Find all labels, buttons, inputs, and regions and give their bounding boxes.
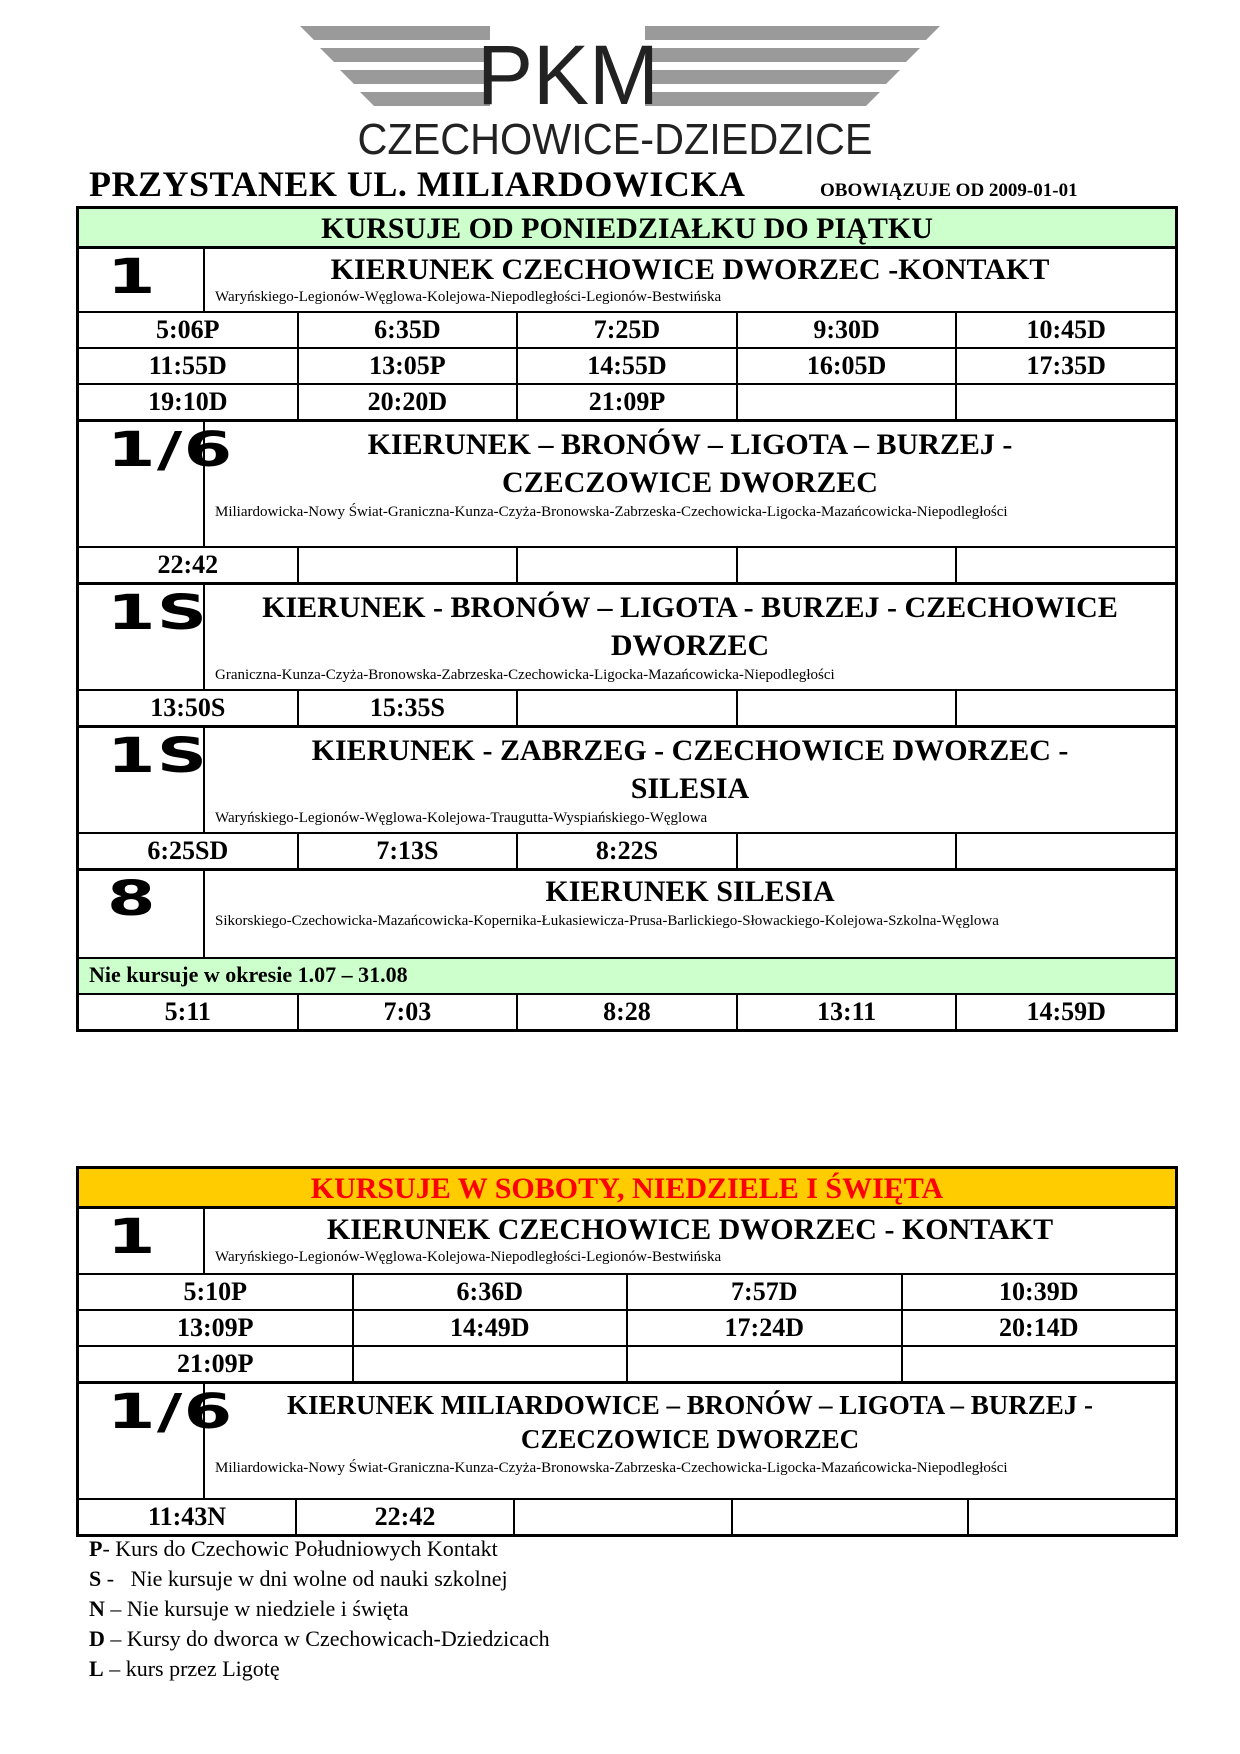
route-direction: KIERUNEK – BRONÓW – LIGOTA – BURZEJ - CZECZOWICE DWORZEC <box>367 428 1013 499</box>
departure-time: 5:11 <box>79 995 299 1029</box>
departure-time <box>733 1500 969 1534</box>
departure-time: 21:09P <box>518 385 738 419</box>
route-number: 1/6 <box>79 1384 205 1498</box>
departure-time: 14:59D <box>1026 997 1106 1026</box>
timetable-row <box>79 1498 1175 1534</box>
timetable-row <box>79 311 1175 347</box>
departure-time <box>957 834 1175 868</box>
pkm-logo-graphic <box>300 14 950 159</box>
legend-item <box>89 1624 550 1654</box>
route-streets: Sikorskiego-Czechowicka-Mazańcowicka-Kopernika-Łukasiewicza-Prusa-Barlickiego-Słowackiego-Kolejowa-Szkolna-Węglowa <box>215 913 999 929</box>
legend-key: D <box>89 1626 105 1651</box>
timetable-row <box>79 1345 1175 1381</box>
legend-key: L <box>89 1656 104 1681</box>
route-streets: Waryńskiego-Legionów-Węglowa-Kolejowa-Traugutta-Wyspiańskiego-Węglowa <box>215 810 708 826</box>
departure-time <box>299 548 519 582</box>
logo-city: CZECHOWICE-DZIEDZICE <box>357 115 873 159</box>
departure-time: 16:05D <box>738 349 958 383</box>
departure-time: 7:57D <box>628 1275 903 1309</box>
departure-time <box>957 691 1175 725</box>
departure-time <box>903 1347 1176 1381</box>
departure-time: 5:10P <box>79 1275 354 1309</box>
timetable-row <box>79 689 1175 725</box>
departure-time: 9:30D <box>738 313 958 347</box>
timetable-row <box>79 1309 1175 1345</box>
route-streets: Miliardowicka-Nowy Świat-Graniczna-Kunza-Czyża-Bronowska-Zabrzeska-Czechowicka-Ligocka-Mazańcowicka-Niepodległości <box>215 1460 1008 1476</box>
departure-time <box>738 691 958 725</box>
weekend-header: KURSUJE W SOBOTY, NIEDZIELE I ŚWIĘTA <box>79 1169 1178 1209</box>
legend-text: Kursy do dworca w Czechowicach-Dziedzicach <box>121 1626 550 1651</box>
logo-brand: PKM <box>476 28 660 122</box>
weekend-schedule <box>76 1166 1178 1537</box>
departure-time: 13:05P <box>299 349 519 383</box>
route-direction: KIERUNEK - BRONÓW – LIGOTA - BURZEJ - CZECHOWICE DWORZEC <box>262 591 1118 662</box>
legend-key: P <box>89 1536 103 1561</box>
legend-key: S <box>89 1566 102 1591</box>
route-number: 1 <box>79 249 205 311</box>
departure-time: 15:35S <box>299 691 519 725</box>
weekend-route-1-6 <box>79 1384 1178 1537</box>
legend-item <box>89 1594 550 1624</box>
departure-time <box>518 691 738 725</box>
departure-time: 11:55D <box>79 349 299 383</box>
route-note: Nie kursuje w okresie 1.07 – 31.08 <box>79 957 1175 993</box>
pkm-logo <box>300 14 950 159</box>
departure-time <box>738 385 958 419</box>
departure-time: 13:11 <box>738 995 958 1029</box>
weekday-header: KURSUJE OD PONIEDZIAŁKU DO PIĄTKU <box>79 209 1178 249</box>
timetable-row <box>79 546 1175 582</box>
legend-item <box>89 1534 550 1564</box>
departure-time: 22:42 <box>297 1500 515 1534</box>
timetable-row <box>79 347 1175 383</box>
departure-time: 13:09P <box>79 1311 354 1345</box>
departure-time: 5:06P <box>79 313 299 347</box>
legend-item <box>89 1654 550 1684</box>
legend-text: Nie kursuje w niedziele i święta <box>121 1596 409 1621</box>
departure-time <box>969 1500 1175 1534</box>
departure-time: 13:50S <box>79 691 299 725</box>
departure-time: 7:03 <box>299 995 519 1029</box>
departure-time <box>957 548 1175 582</box>
legend-sep: - <box>101 1566 115 1591</box>
weekend-route-1 <box>79 1209 1178 1384</box>
route-streets: Miliardowicka-Nowy Świat-Graniczna-Kunza-Czyża-Bronowska-Zabrzeska-Czechowicka-Ligocka-Mazańcowicka-Niepodległości <box>215 504 1008 520</box>
departure-time <box>518 548 738 582</box>
departure-time: 14:49D <box>354 1311 629 1345</box>
legend-sep: - <box>102 1536 110 1561</box>
departure-time <box>628 1347 903 1381</box>
timetable-row <box>79 993 1175 1029</box>
legend-item <box>89 1564 550 1594</box>
weekday-schedule <box>76 206 1178 1032</box>
legend-sep: – <box>104 1596 122 1621</box>
timetable-row <box>79 1273 1175 1309</box>
route-streets: Graniczna-Kunza-Czyża-Bronowska-Zabrzeska-Czechowicka-Ligocka-Mazańcowicka-Niepodległości <box>215 667 835 683</box>
departure-time: 20:20D <box>299 385 519 419</box>
route-number: 8 <box>79 871 205 957</box>
legend-key: N <box>89 1596 105 1621</box>
departure-time: 14:55D <box>518 349 738 383</box>
weekday-route-8 <box>79 871 1178 1032</box>
departure-time: 10:39D <box>999 1277 1079 1306</box>
departure-time: 6:36D <box>354 1275 629 1309</box>
stop-title: PRZYSTANEK UL. MILIARDOWICKA <box>89 164 746 204</box>
weekday-route-1s-zabrzeg <box>79 728 1178 871</box>
departure-time: 8:28 <box>518 995 738 1029</box>
departure-time <box>738 834 958 868</box>
route-number: 1 <box>79 1209 205 1273</box>
departure-time: 7:13S <box>299 834 519 868</box>
departure-time: 21:09P <box>79 1347 354 1381</box>
timetable-row <box>79 383 1175 419</box>
legend <box>89 1534 550 1684</box>
route-number: 1S <box>79 728 205 832</box>
timetable-row <box>79 832 1175 868</box>
legend-sep: – <box>103 1656 121 1681</box>
valid-from: OBOWIĄZUJE OD 2009-01-01 <box>820 180 1078 201</box>
departure-time: 11:43N <box>79 1500 297 1534</box>
route-number: 1S <box>79 585 205 689</box>
route-number: 1/6 <box>79 422 205 546</box>
legend-text: Nie kursuje w dni wolne od nauki szkolnej <box>114 1566 508 1591</box>
weekday-route-1s <box>79 585 1178 728</box>
departure-time <box>738 548 958 582</box>
departure-time: 17:35D <box>1026 351 1106 380</box>
departure-time <box>354 1347 629 1381</box>
departure-time: 6:35D <box>299 313 519 347</box>
route-direction: KIERUNEK SILESIA <box>545 875 835 908</box>
route-direction: KIERUNEK CZECHOWICE DWORZEC - KONTAKT <box>326 1213 1054 1246</box>
weekday-route-1-6 <box>79 422 1178 585</box>
departure-time: 6:25SD <box>79 834 299 868</box>
legend-sep: – <box>104 1626 122 1651</box>
departure-time: 20:14D <box>999 1313 1079 1342</box>
legend-text: kurs przez Ligotę <box>120 1656 280 1681</box>
departure-time: 8:22S <box>518 834 738 868</box>
weekday-route-1 <box>79 249 1178 422</box>
route-streets: Waryńskiego-Legionów-Węglowa-Kolejowa-Niepodległości-Legionów-Bestwińska <box>215 289 722 305</box>
departure-time: 19:10D <box>79 385 299 419</box>
departure-time: 17:24D <box>628 1311 903 1345</box>
departure-time: 10:45D <box>1026 315 1106 344</box>
departure-time: 7:25D <box>518 313 738 347</box>
departure-time: 22:42 <box>79 548 299 582</box>
departure-time <box>515 1500 733 1534</box>
departure-time <box>957 385 1175 419</box>
route-direction: KIERUNEK CZECHOWICE DWORZEC -KONTAKT <box>330 253 1050 286</box>
route-direction: KIERUNEK MILIARDOWICE – BRONÓW – LIGOTA – BURZEJ - CZECZOWICE DWORZEC <box>286 1390 1094 1454</box>
route-streets: Waryńskiego-Legionów-Węglowa-Kolejowa-Niepodległości-Legionów-Bestwińska <box>215 1249 722 1265</box>
route-direction: KIERUNEK - ZABRZEG - CZECHOWICE DWORZEC - SILESIA <box>311 734 1069 805</box>
legend-text: Kurs do Czechowic Południowych Kontakt <box>109 1536 498 1561</box>
